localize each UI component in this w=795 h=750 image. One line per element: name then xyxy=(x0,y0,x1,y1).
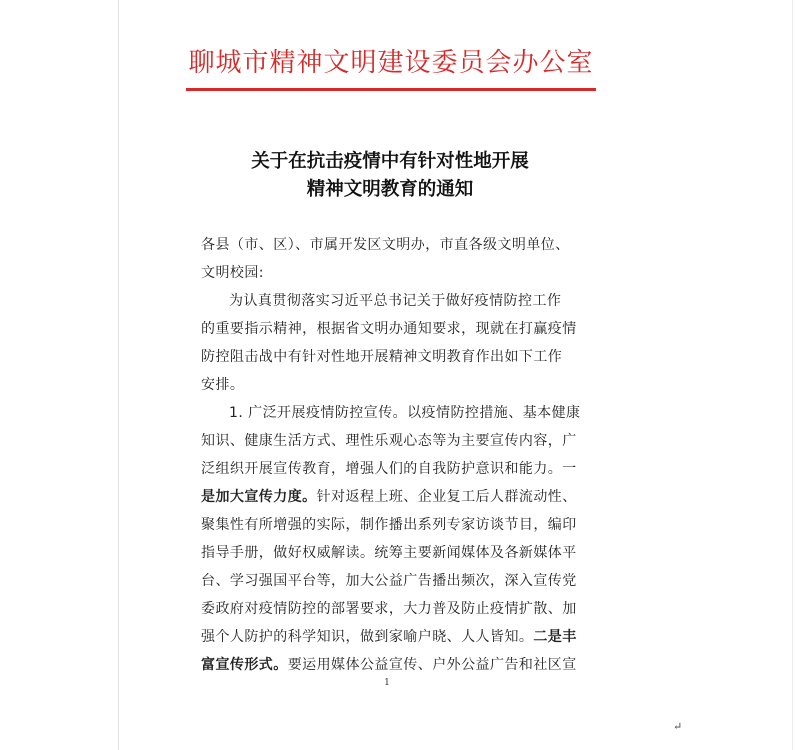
document-body xyxy=(201,231,581,679)
paragraph-line: 聚集性有所增强的实际，制作播出系列专家访谈节目，编印 xyxy=(201,517,577,533)
paragraph-line xyxy=(201,483,581,511)
bold-heading: 是加大宣传力度。 xyxy=(201,489,317,505)
intro-paragraph xyxy=(201,287,581,399)
paragraph-line xyxy=(201,623,581,651)
page-right-edge xyxy=(792,0,793,750)
paragraph-line: 安排。 xyxy=(201,377,245,393)
paragraph-line: 知识、健康生活方式、理性乐观心态等为主要宣传内容，广 xyxy=(201,433,577,449)
page-left-edge xyxy=(118,0,119,750)
paragraph-return-icon: ↵ xyxy=(673,720,683,733)
paragraph-line: 台、学习强国平台等，加大公益广告播出频次，深入宣传党 xyxy=(201,573,577,589)
paragraph-line: 指导手册，做好权威解读。统筹主要新闻媒体及各新媒体平 xyxy=(201,545,577,561)
bold-heading: 富宣传形式。 xyxy=(201,657,288,673)
paragraph-line: 为认真贯彻落实习近平总书记关于做好疫情防控工作 xyxy=(229,293,562,309)
letterhead-red-rule xyxy=(186,88,596,91)
paragraph-line: 防控阻击战中有针对性地开展精神文明教育作出如下工作 xyxy=(201,349,563,365)
paragraph-line: 1. 广泛开展疫情防控宣传。以疫情防控措施、基本健康 xyxy=(229,405,581,421)
paragraph-text: 强个人防护的科学知识，做到家喻户晓、人人皆知。 xyxy=(201,629,534,645)
title-line-1: 关于在抗击疫情中有针对性地开展 xyxy=(251,151,529,172)
paragraph-text: 针对返程上班、企业复工后人群流动性、 xyxy=(316,489,577,505)
letterhead-title: 聊城市精神文明建设委员会办公室 xyxy=(188,48,594,78)
bold-heading: 二是丰 xyxy=(533,629,577,645)
page-number: 1 xyxy=(384,678,390,688)
salutation-line: 文明校园: xyxy=(201,265,264,281)
salutation-line: 各县（市、区）、市属开发区文明办，市直各级文明单位、 xyxy=(201,237,570,253)
document-title xyxy=(190,148,590,204)
salutation xyxy=(201,231,581,287)
paragraph-line xyxy=(201,651,581,679)
paragraph-line: 泛组织开展宣传教育，增强人们的自我防护意识和能力。一 xyxy=(201,461,577,477)
section-1-paragraph xyxy=(201,399,581,679)
paragraph-text: 要运用媒体公益宣传、户外公益广告和社区宣 xyxy=(287,657,577,673)
paragraph-line: 委政府对疫情防控的部署要求，大力普及防止疫情扩散、加 xyxy=(201,601,577,617)
paragraph-line: 的重要指示精神，根据省文明办通知要求，现就在打赢疫情 xyxy=(201,321,577,337)
title-line-2: 精神文明教育的通知 xyxy=(306,179,474,200)
